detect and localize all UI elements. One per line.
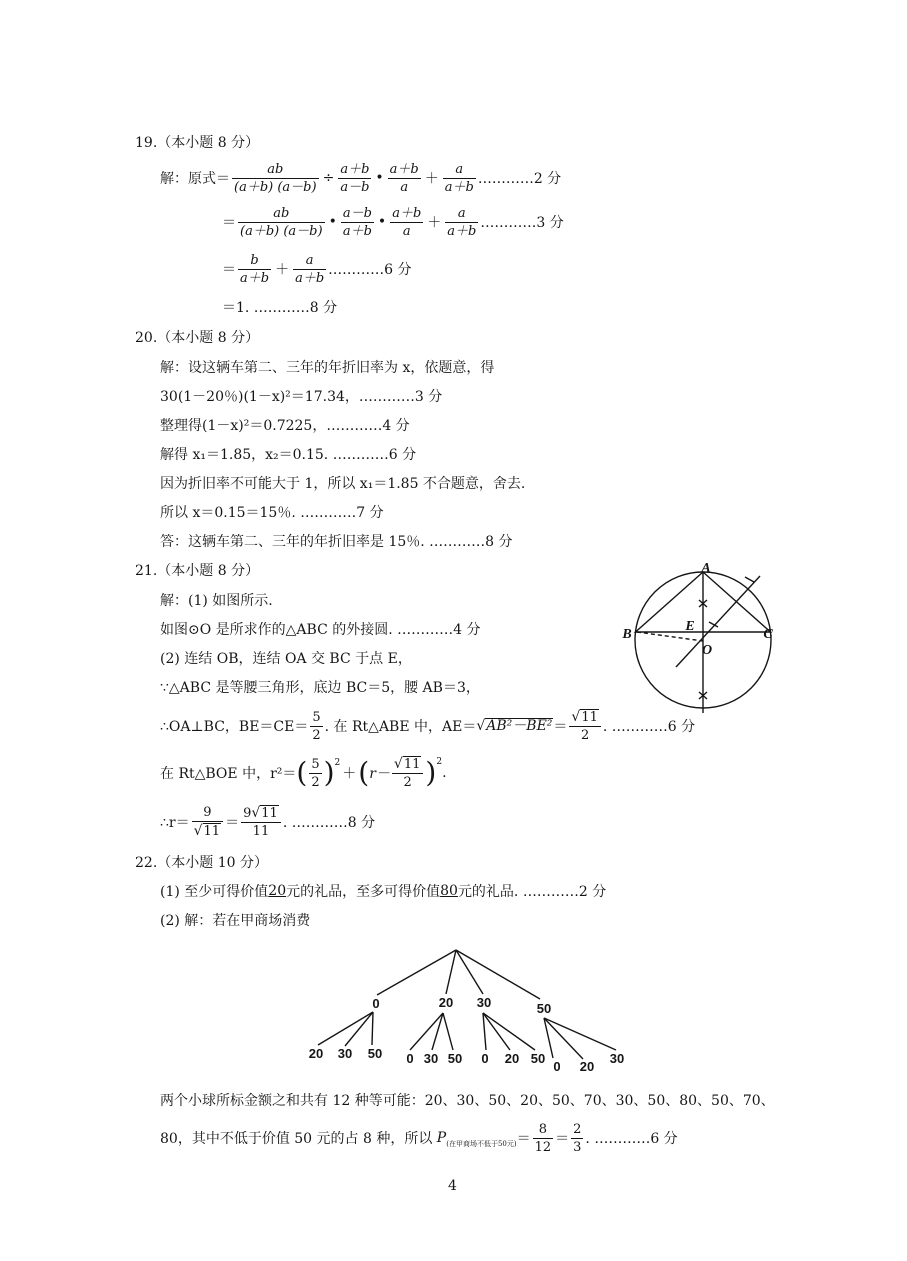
denominator: 2 [403,775,412,790]
tree-leaf: 20 [579,1059,595,1074]
min-value-underlined: 20 [268,883,287,899]
denominator: a＋b [444,179,474,195]
numerator [569,709,600,727]
numerator: a－b [342,205,372,221]
numerator: a [443,162,476,179]
fraction [341,206,374,239]
q19-step-2 [222,204,564,240]
text: 元的礼品，至多可得价值 [286,884,441,900]
tree-diagram [300,940,635,1080]
tree-leaf: 50 [447,1051,463,1066]
score-marker: …………2 分 [477,171,562,187]
q20-line-4: 解得 x₁＝1.85，x₂＝0.15. …………6 分 [160,447,417,463]
numerator: a＋b [340,161,370,177]
fraction [338,162,371,195]
tree-leaf: 30 [423,1051,439,1066]
left-paren: ( [358,756,370,789]
q20-line-6: 所以 x＝0.15＝15％. …………7 分 [160,505,384,521]
q20-line-2: 30(1－20％)(1－x)²＝17.34，…………3 分 [160,389,443,405]
fraction [238,253,271,286]
left-paren: ( [296,756,308,789]
tree-leaf: 0 [481,1051,489,1066]
tree-node-level1: 0 [372,996,380,1011]
q21-line-3: (2) 连结 OB，连结 OA 交 BC 于点 E， [160,651,412,667]
q21-line-7 [160,804,375,840]
text: (1) 至少可得价值 [160,884,269,900]
denominator: a [402,223,411,239]
q19-step-3 [222,251,412,287]
right-paren: ) [425,756,437,789]
plus-operator: ＋ [275,262,290,278]
radicand: 11 [403,757,421,772]
denominator: a－b [340,179,370,195]
fraction [241,805,281,839]
q21-line-6 [160,755,447,791]
multiply-operator: • [377,214,387,230]
text: . 在 Rt△ABE 中，AE＝ [324,719,477,735]
q20-line-7: 答：这辆车第二、三年的年折旧率是 15％. …………8 分 [160,534,513,550]
fraction [443,162,476,195]
q22-line-2: (2) 解：若在甲商场消费 [160,913,311,929]
text: . [442,765,447,781]
denominator: 3 [573,1139,582,1155]
denominator [192,822,223,839]
multiply-operator: • [328,214,337,230]
exponent: 2 [334,757,341,768]
q21-line-2: 如图⊙O 是所求作的△ABC 的外接圆. …………4 分 [160,622,481,638]
label-b: B [622,627,632,642]
radical-sign: √ [571,709,581,725]
plus-operator: ＋ [424,171,439,187]
tree-leaf: 30 [609,1051,625,1066]
tree-branches [318,950,616,1059]
fraction [232,162,319,195]
radicand: 11 [581,710,598,725]
q20-line-5: 因为折旧率不可能大于 1，所以 x₁＝1.85 不合题意，舍去. [160,476,526,492]
tree-node-level1: 50 [536,1001,552,1016]
tree-leaf: 0 [406,1051,414,1066]
score-marker: . …………6 分 [602,719,696,735]
fraction [569,709,600,743]
question-20-heading: 20.（本小题 8 分） [135,330,260,346]
fraction [192,805,223,839]
numerator: 9 [192,805,223,822]
q22-line-3: 两个小球所标金额之和共有 12 种等可能：20、30、50、20、50、70、30、50、80、50、70、 [160,1093,775,1109]
fraction [238,206,325,239]
fraction [390,206,423,239]
denominator: 2 [312,727,321,743]
tree-node-level1: 20 [438,995,454,1010]
q19-step-1 [160,160,561,196]
tree-leaf: 20 [504,1051,520,1066]
q20-line-3: 整理得(1－x)²＝0.7225，…………4 分 [160,418,410,434]
numerator: 5 [311,756,320,772]
square-root [251,805,278,821]
text: 80，其中不低于价值 50 元的占 8 种，所以 [160,1131,437,1147]
tree-leaf: 30 [337,1046,353,1061]
multiply-operator: • [375,170,384,186]
q20-line-1: 解：设这辆车第二、三年的年折旧率为 x，依题意，得 [160,360,495,376]
fraction [392,756,423,790]
step-lead: ＝ [222,262,236,278]
numerator: a＋b [392,205,422,221]
fraction [388,162,421,195]
text: ＝ [555,1131,570,1147]
fraction [445,206,478,239]
denominator: a＋b [342,223,372,239]
numerator [392,756,423,774]
fraction [293,253,326,286]
numerator: b [238,253,271,270]
q21-line-1: 解：(1) 如图所示. [160,593,273,609]
label-a: A [701,561,711,576]
plus-operator: ＋ [342,766,357,782]
probability-symbol: P [436,1130,447,1146]
step-lead: 解：原式＝ [160,171,230,187]
radical-sign: √ [251,805,261,821]
square-root [194,823,221,839]
tree-leaf: 50 [530,1051,546,1066]
numerator: 5 [312,709,321,725]
text: ∴r＝ [160,815,190,831]
denominator: 2 [581,728,590,743]
page-number: 4 [448,1178,457,1194]
denominator: a＋b [447,223,477,239]
q21-line-4: ∵△ABC 是等腰三角形，底边 BC＝5，腰 AB＝3， [160,680,480,696]
probability-subscript: (在甲商场不低于50元) [446,1140,517,1148]
numerator: a [445,206,478,223]
numerator: ab [238,206,325,223]
radicand: 11 [203,824,221,839]
denominator: 2 [311,774,320,790]
text: r－ [369,766,390,782]
plus-operator: ＋ [427,215,442,231]
numerator: 8 [533,1122,554,1139]
text: ＝ [516,1131,531,1147]
coefficient: 9 [243,806,252,821]
label-c: C [763,627,773,642]
denominator: (a＋b) (a－b) [240,223,323,239]
tree-leaf: 20 [308,1046,324,1061]
radical-sign: √ [193,823,203,839]
denominator: a＋b [295,270,325,286]
circumcircle-figure [612,552,787,720]
tree-leaf: 0 [553,1059,561,1074]
radicand: AB²－BE² [486,718,553,734]
denominator: a＋b [240,270,270,286]
label-e: E [685,619,695,634]
fraction [533,1122,554,1155]
radicand: 11 [261,806,278,821]
question-22-heading: 22.（本小题 10 分） [135,855,268,871]
square-root [476,718,553,734]
label-o: O [701,643,713,658]
numerator: a [293,253,326,270]
tree-leaf: 50 [367,1046,383,1061]
radical-sign: √ [476,718,486,734]
numerator: 2 [573,1121,582,1137]
score-marker: …………3 分 [480,215,564,231]
numerator [241,805,281,823]
text: ＝ [553,719,568,735]
step-lead: ＝ [222,215,236,231]
squared-group [358,756,442,790]
divide-operator: ÷ [322,170,335,186]
radical-sign: √ [393,756,403,772]
text: 在 Rt△BOE 中，r²＝ [160,766,297,782]
q22-line-4 [160,1120,678,1156]
denominator: a [400,179,409,195]
text: ∴OA⊥BC，BE＝CE＝ [160,719,309,735]
question-21-heading: 21.（本小题 8 分） [135,563,260,579]
tree-node-level1: 30 [476,995,492,1010]
numerator: ab [232,162,319,179]
fraction [571,1122,583,1155]
text: ＝ [225,815,240,831]
square-root [394,756,421,772]
question-19-heading: 19.（本小题 8 分） [135,135,260,151]
square-root [571,709,598,725]
score-marker: . …………6 分 [585,1131,678,1147]
max-value-underlined: 80 [440,883,458,899]
denominator: 11 [252,824,270,839]
denominator: (a＋b) (a－b) [234,179,317,195]
score-marker: . …………8 分 [282,815,376,831]
fraction [309,757,321,790]
denominator: 12 [534,1139,552,1155]
arc-mark-icon [745,577,754,582]
q19-step-4: ＝1. …………8 分 [222,300,338,316]
exponent: 2 [436,757,443,767]
text: 元的礼品. …………2 分 [457,884,607,900]
fraction [310,710,322,743]
right-paren: ) [323,756,335,789]
numerator: a＋b [389,161,419,177]
score-marker: …………6 分 [328,262,412,278]
squared-group [296,757,340,790]
